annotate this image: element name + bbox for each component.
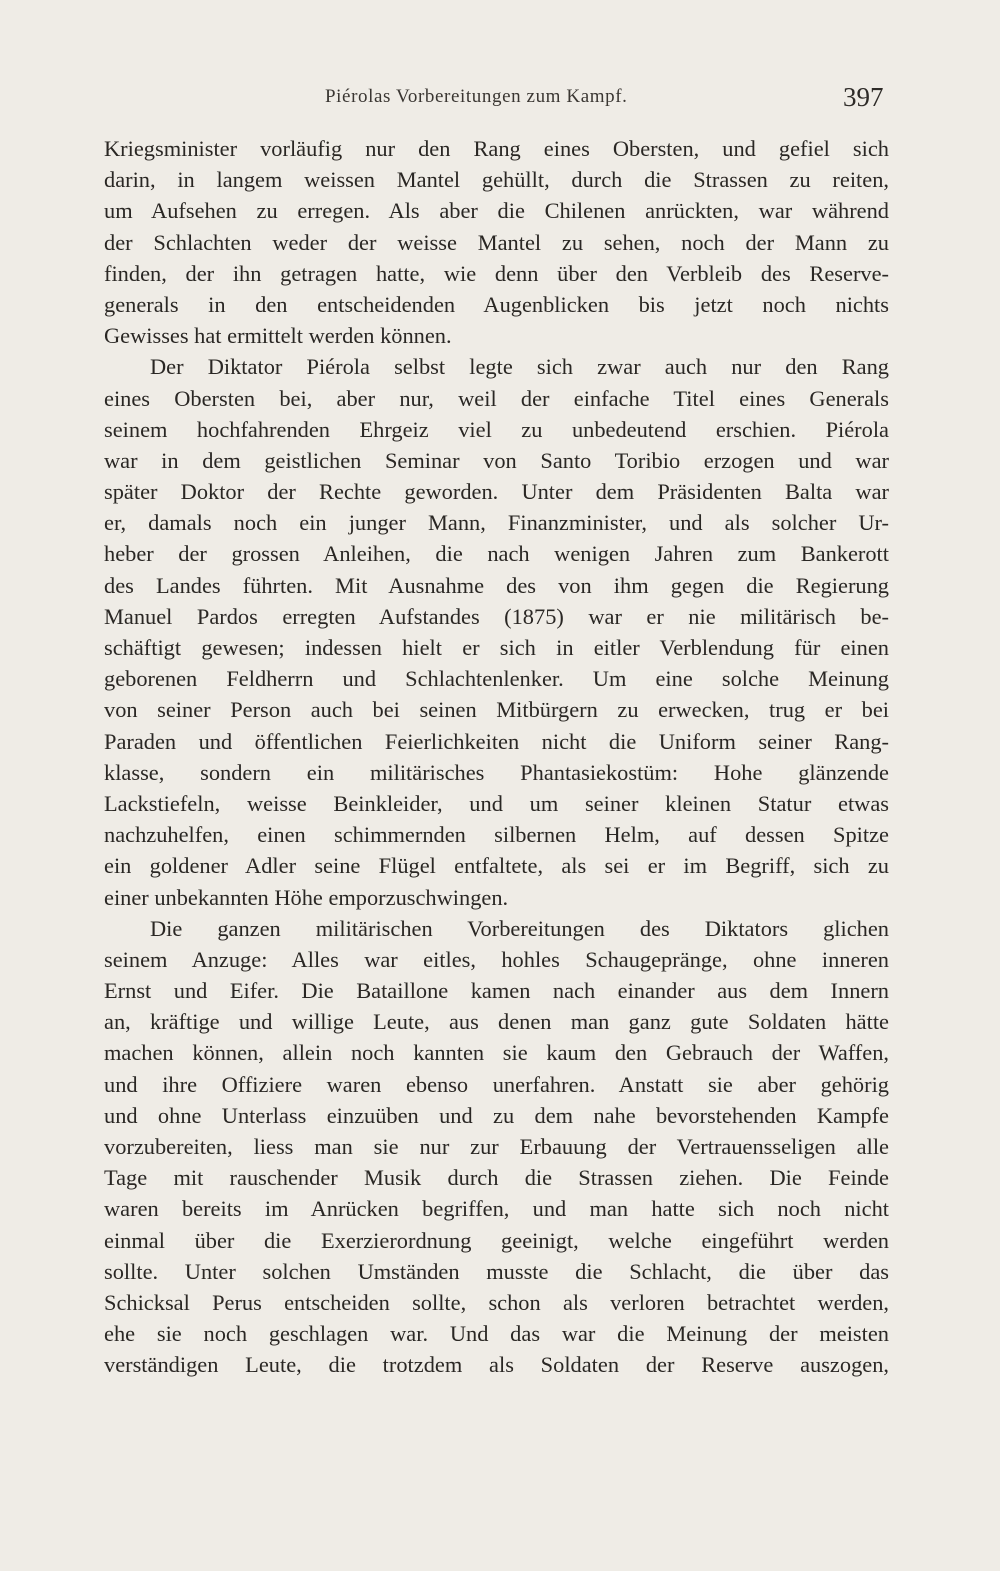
text-line: Paraden und öffentlichen Feierlichkeiten nicht die Uniform seiner Rang-: [104, 728, 889, 754]
text-line: und ohne Unterlass einzuüben und zu dem nahe bevorstehenden Kampfe: [104, 1102, 889, 1128]
body-text: [104, 133, 889, 1423]
text-line: der Schlachten weder der weisse Mantel zu sehen, noch der Mann zu: [104, 229, 889, 255]
text-line: Gewisses hat ermittelt werden können.: [104, 323, 452, 349]
text-line: Manuel Pardos erregten Aufstandes (1875) war er nie militärisch be-: [104, 603, 889, 629]
text-line: vorzubereiten, liess man sie nur zur Erbauung der Vertrauensseligen alle: [104, 1134, 889, 1159]
text-line: einmal über die Exerzierordnung geeinigt, welche eingeführt werden: [104, 1227, 889, 1253]
text-line: Tage mit rauschender Musik durch die Strassen ziehen. Die Feinde: [104, 1165, 889, 1191]
text-line: eines Obersten bei, aber nur, weil der einfache Titel eines Generals: [104, 385, 889, 411]
text-line: sollte. Unter solchen Umständen musste die Schlacht, die über das: [104, 1258, 889, 1284]
text-line: generals in den entscheidenden Augenblicken bis jetzt noch nichts: [104, 291, 889, 317]
text-line: Schicksal Perus entscheiden sollte, schon als verloren betrachtet werden,: [104, 1289, 889, 1315]
text-line: Die ganzen militärischen Vorbereitungen des Diktators glichen: [150, 915, 889, 941]
text-line: später Doktor der Rechte geworden. Unter dem Präsidenten Balta war: [104, 479, 889, 505]
text-line: verständigen Leute, die trotzdem als Soldaten der Reserve auszogen,: [104, 1352, 889, 1378]
text-line: ehe sie noch geschlagen war. Und das war die Meinung der meisten: [104, 1321, 889, 1347]
running-head: [0, 82, 1000, 116]
text-line: an, kräftige und willige Leute, aus denen man ganz gute Soldaten hätte: [104, 1009, 889, 1035]
text-line: Lackstiefeln, weisse Beinkleider, und um seiner kleinen Statur etwas: [104, 790, 889, 816]
text-line: Ernst und Eifer. Die Bataillone kamen nach einander aus dem Innern: [104, 978, 889, 1004]
text-line: des Landes führten. Mit Ausnahme des von ihm gegen die Regierung: [104, 572, 889, 598]
text-line: von seiner Person auch bei seinen Mitbürgern zu erwecken, trug er bei: [104, 697, 889, 723]
text-line: schäftigt gewesen; indessen hielt er sich in eitler Verblendung für einen: [104, 635, 889, 660]
text-line: um Aufsehen zu erregen. Als aber die Chilenen anrückten, war während: [104, 198, 889, 224]
text-line: geborenen Feldherrn und Schlachtenlenker. Um eine solche Meinung: [104, 666, 889, 692]
text-line: nachzuhelfen, einen schimmernden silbernen Helm, auf dessen Spitze: [104, 822, 889, 848]
text-line: klasse, sondern ein militärisches Phantasiekostüm: Hohe glänzende: [104, 759, 889, 785]
text-line: seinem Anzuge: Alles war eitles, hohles Schaugepränge, ohne inneren: [104, 946, 889, 972]
text-line: er, damals noch ein junger Mann, Finanzminister, und als solcher Ur-: [104, 510, 889, 536]
text-line: finden, der ihn getragen hatte, wie denn über den Verbleib des Reserve-: [104, 260, 889, 286]
text-line: heber der grossen Anleihen, die nach wenigen Jahren zum Bankerott: [104, 541, 889, 567]
text-line: seinem hochfahrenden Ehrgeiz viel zu unbedeutend erschien. Piérola: [104, 416, 889, 442]
text-line: war in dem geistlichen Seminar von Santo Toribio erzogen und war: [104, 447, 889, 473]
text-line: waren bereits im Anrücken begriffen, und man hatte sich noch nicht: [104, 1196, 889, 1222]
text-line: ein goldener Adler seine Flügel entfaltete, als sei er im Begriff, sich zu: [104, 853, 889, 879]
text-line: Der Diktator Piérola selbst legte sich zwar auch nur den Rang: [150, 354, 889, 380]
text-line: machen können, allein noch kannten sie kaum den Gebrauch der Waffen,: [104, 1040, 889, 1066]
page-number: 397: [843, 82, 884, 112]
text-line: und ihre Offiziere waren ebenso unerfahren. Anstatt sie aber gehörig: [104, 1071, 889, 1097]
text-line: Kriegsminister vorläufig nur den Rang eines Obersten, und gefiel sich: [104, 136, 889, 161]
text-line: einer unbekannten Höhe emporzuschwingen.: [104, 884, 509, 910]
text-line: darin, in langem weissen Mantel gehüllt, durch die Strassen zu reiten,: [104, 167, 889, 193]
running-title: Piérolas Vorbereitungen zum Kampf.: [325, 86, 628, 107]
